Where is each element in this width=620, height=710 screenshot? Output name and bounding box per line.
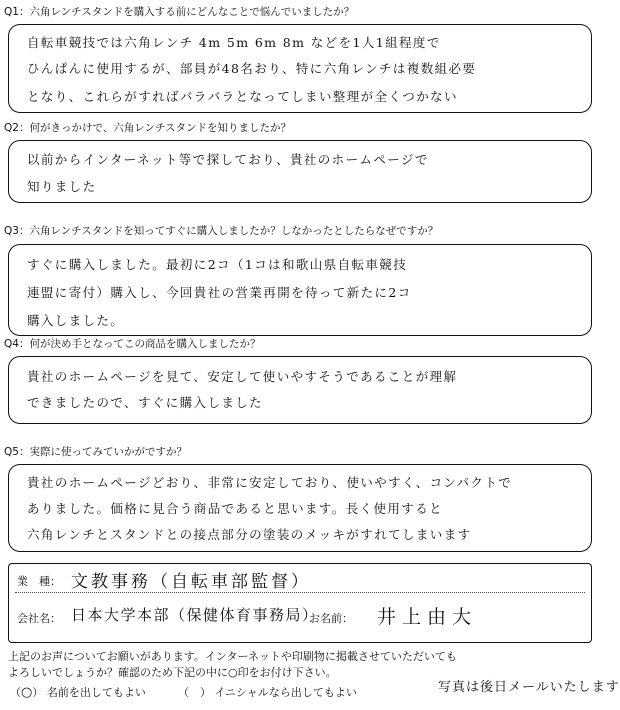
q3-answer-line-2: 連盟に寄付）購入し、今回貴社の営業再開を待って新たに2コ <box>27 285 412 300</box>
q5-question: Q5：実際に使ってみていかがですか？ <box>4 446 187 458</box>
company-value: 日本大学本部（保健体育事務局） <box>71 606 319 624</box>
q1-answer-box <box>8 24 592 113</box>
footer-line-2: よろしいでしょうか？確認のため下記の中に○印をお付け下さい。 <box>8 666 337 679</box>
industry-value: 文教事務（自転車部監督） <box>71 572 311 592</box>
handwritten-note: 写真は後日メールいたします <box>438 680 620 695</box>
option-initials-ok-text: イニシャルなら出してもよい <box>214 686 357 699</box>
q2-answer-box <box>8 140 592 203</box>
paren-empty: （ ） <box>178 686 211 699</box>
info-box <box>8 563 592 643</box>
name-value: 井上由大 <box>377 606 478 628</box>
option-name-ok-text: 名前を出してもよい <box>46 686 146 699</box>
q5-answer-box <box>8 464 592 552</box>
q2-answer-line-2: 知りました <box>27 179 97 194</box>
q4-answer-box <box>8 356 592 424</box>
industry-label: 業 種： <box>17 575 61 588</box>
paren-close: ） <box>32 686 44 699</box>
q3-answer-line-1: すぐに購入しました。最初に2コ（1コは和歌山県自転車競技 <box>27 257 408 272</box>
q3-answer-box <box>8 244 592 336</box>
q3-answer-line-3: 購入しました。 <box>27 313 125 328</box>
q2-question: Q2：何がきっかけで、六角レンチスタンドを知りましたか？ <box>4 122 292 134</box>
q5-answer-line-1: 貴社のホームページどおり、非常に安定しており、使いやすく、コンパクトで <box>27 475 513 490</box>
name-label: お名前： <box>309 612 353 625</box>
option-name-ok[interactable] <box>10 686 146 700</box>
paren-open: （ <box>10 686 21 699</box>
company-label: 会社名： <box>17 612 61 625</box>
q4-answer-line-1: 貴社のホームページを見て、安定して使いやすそうであることが理解 <box>27 369 458 384</box>
footer-line-1: 上記のお声についてお願いがあります。インターネットや印刷物に掲載させていただいても <box>8 650 457 663</box>
q4-question: Q4：何が決め手となってこの商品を購入しましたか？ <box>4 338 261 350</box>
q1-answer-line-1: 自転車競技では六角レンチ 4m 5m 6m 8m などを1人1組程度で <box>27 35 441 50</box>
q3-question: Q3：六角レンチスタンドを知ってすぐに購入しましたか？しなかったとしたらなぜですか？ <box>4 225 439 237</box>
q4-answer-line-2: できましたので、すぐに購入しました <box>27 395 264 410</box>
q1-answer-line-3: となり、これらがすればバラバラとなってしまい整理が全くつかない <box>27 89 458 104</box>
option-initials-ok[interactable] <box>178 686 357 700</box>
q1-answer-line-2: ひんぱんに使用するが、部員が48名おり、特に六角レンチは複数組必要 <box>27 61 477 76</box>
q5-answer-line-2: ありました。価格に見合う商品であると思います。長く使用すると <box>27 501 444 516</box>
q2-answer-line-1: 以前からインターネット等で探しており、貴社のホームページで <box>27 152 429 167</box>
q1-question: Q1：六角レンチスタンドを購入する前にどんなことで悩んでいましたか？ <box>4 6 355 18</box>
divider <box>15 592 585 593</box>
circle-mark: ○ <box>21 685 33 700</box>
q5-answer-line-3: 六角レンチとスタンドとの接点部分の塗装のメッキがすれてしまいます <box>27 527 472 542</box>
